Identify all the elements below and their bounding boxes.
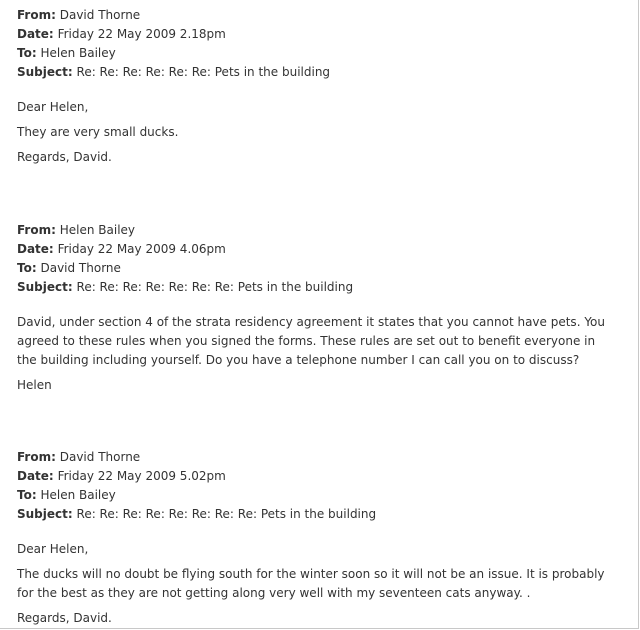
to-label: To:: [17, 488, 37, 502]
email-greeting: Dear Helen,: [17, 542, 89, 556]
from-label: From:: [17, 8, 56, 22]
email-date-row: [17, 25, 632, 44]
email-body-paragraph: They are very small ducks.: [17, 125, 179, 139]
date-value: Friday 22 May 2009 5.02pm: [57, 469, 226, 483]
email-signoff: Regards, David.: [17, 150, 112, 164]
subject-value: Re: Re: Re: Re: Re: Re: Re: Pets in the building: [76, 280, 354, 294]
date-value: Friday 22 May 2009 4.06pm: [57, 242, 226, 256]
email-message: [17, 221, 632, 395]
date-label: Date:: [17, 469, 54, 483]
to-label: To:: [17, 261, 37, 275]
from-label: From:: [17, 223, 56, 237]
from-value: David Thorne: [59, 450, 141, 464]
subject-label: Subject:: [17, 280, 73, 294]
from-value: Helen Bailey: [59, 223, 136, 237]
subject-value: Re: Re: Re: Re: Re: Re: Pets in the building: [76, 65, 331, 79]
to-value: David Thorne: [40, 261, 121, 275]
date-label: Date:: [17, 27, 54, 41]
email-signoff: Regards, David.: [17, 611, 112, 625]
email-to-row: [17, 44, 632, 63]
email-subject-row: [17, 63, 632, 82]
from-value: David Thorne: [59, 8, 141, 22]
email-signoff: Helen: [17, 378, 52, 392]
email-greeting: Dear Helen,: [17, 100, 89, 114]
to-label: To:: [17, 46, 37, 60]
subject-value: Re: Re: Re: Re: Re: Re: Re: Re: Pets in the building: [76, 507, 377, 521]
to-value: Helen Bailey: [40, 46, 116, 60]
subject-label: Subject:: [17, 507, 73, 521]
email-from-row: [17, 6, 632, 25]
email-from-row: [17, 221, 632, 240]
email-to-row: [17, 486, 632, 505]
from-label: From:: [17, 450, 56, 464]
email-message: [17, 6, 632, 167]
email-subject-row: [17, 278, 632, 297]
date-label: Date:: [17, 242, 54, 256]
email-date-row: [17, 240, 632, 259]
to-value: Helen Bailey: [40, 488, 116, 502]
date-value: Friday 22 May 2009 2.18pm: [57, 27, 226, 41]
email-date-row: [17, 467, 632, 486]
email-from-row: [17, 448, 632, 467]
email-body-paragraph: The ducks will no doubt be flying south for the winter soon so it will not be an issue. It is probably for the best as they are not getting along very well with my seventeen cats anyway. .: [17, 567, 605, 600]
email-to-row: [17, 259, 632, 278]
email-body-paragraph: David, under section 4 of the strata residency agreement it states that you cannot have pets. You agreed to these rules when you signed the forms. These rules are set out to benefit everyone in the building including yourself. Do you have a telephone number I can call you on to discuss?: [17, 315, 605, 367]
email-message: [17, 448, 632, 628]
email-subject-row: [17, 505, 632, 524]
subject-label: Subject:: [17, 65, 73, 79]
